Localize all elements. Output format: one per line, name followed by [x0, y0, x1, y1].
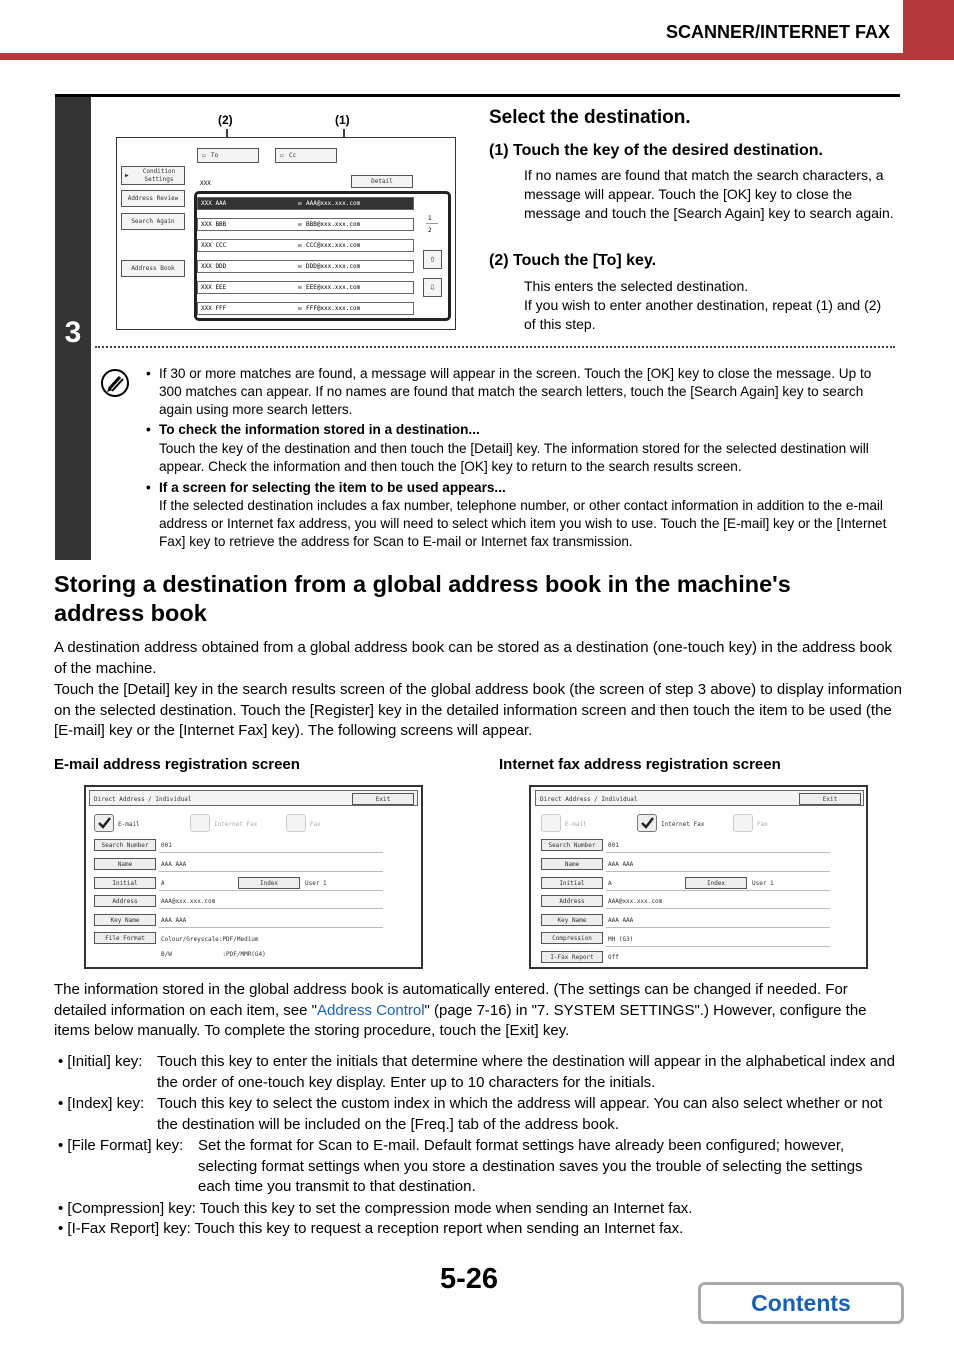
- note-2-text: Touch the key of the destination and then touch the [Detail] key. The information stored for the selected destination will appear. Check the information and then touch the [OK] key to return to the search results screen.: [159, 441, 869, 474]
- step-title: Select the destination.: [489, 107, 691, 128]
- page-current: 1: [428, 215, 432, 222]
- email-address-key[interactable]: Address: [94, 895, 156, 907]
- field-rule: [606, 890, 830, 891]
- ifax-name-value: AAA AAA: [608, 861, 634, 868]
- email-address-value: AAA@xxx.xxx.com: [161, 898, 216, 905]
- ifax-tab-checkbox[interactable]: [190, 814, 210, 832]
- email-name-key[interactable]: Name: [94, 858, 156, 870]
- email-index-key[interactable]: Index: [238, 877, 300, 889]
- field-rule: [159, 852, 383, 853]
- field-rule: [606, 946, 830, 947]
- ifax-email-tab-checkbox[interactable]: [541, 814, 561, 832]
- cc-key[interactable]: ▭ Cc: [275, 148, 337, 163]
- search-query: XXX: [200, 180, 211, 187]
- ifax-address-value: AAA@xxx.xxx.com: [608, 898, 663, 905]
- ifax-address-key[interactable]: Address: [541, 895, 603, 907]
- email-search-number-key[interactable]: Search Number: [94, 839, 156, 851]
- ifax-index-key[interactable]: Index: [685, 877, 747, 889]
- field-rule: [606, 871, 830, 872]
- result-name: XXX EEE: [201, 284, 227, 291]
- ifax-exit-button[interactable]: Exit: [799, 793, 861, 805]
- contents-button[interactable]: Contents: [698, 1282, 904, 1324]
- field-rule: [159, 908, 383, 909]
- email-file-format-value-2: B/W :PDF/MMR(G4): [161, 951, 266, 958]
- callout-1: (1): [335, 113, 350, 127]
- mail-icon: ✉: [298, 200, 302, 207]
- field-rule: [159, 927, 383, 928]
- pencil-note-icon: [100, 368, 130, 398]
- email-screen-title: Direct Address / Individual: [94, 796, 192, 803]
- address-control-link[interactable]: Address Control: [316, 1001, 425, 1019]
- substep-2-text-b: If you wish to enter another destination, repeat (1) and (2) of this step.: [524, 297, 882, 332]
- bullet-file-format-text: Set the format for Scan to E-mail. Default format settings have already been configured; however, selecting format settings when you store a destination saves you the trouble of selecting the settings each time you transmit to that destination.: [198, 1137, 863, 1195]
- section-header: SCANNER/INTERNET FAX: [665, 22, 890, 42]
- detail-key[interactable]: Detail: [351, 175, 413, 188]
- email-index-value: User 1: [305, 880, 327, 887]
- email-name-value: AAA AAA: [161, 861, 187, 868]
- ifax-ifax-tab-label: Internet Fax: [661, 821, 705, 828]
- ifax-tab-label: Internet Fax: [214, 821, 258, 828]
- mail-icon: ✉: [298, 242, 302, 249]
- result-name: XXX CCC: [201, 242, 227, 249]
- after-text-a: The information stored in the global address book is automatically entered. (The settings can be changed if needed. For detailed information on each item, see ": [54, 981, 848, 1019]
- section-title-line1: Storing a destination from a global address book in the machine's: [54, 571, 791, 597]
- page-total: 2: [428, 227, 432, 234]
- bullet-compression: • [Compression] key: Touch this key to set the compression mode when sending an Internet fax.: [58, 1200, 693, 1217]
- ifax-initial-key[interactable]: Initial: [541, 877, 603, 889]
- ifax-report-key[interactable]: I-Fax Report: [541, 951, 603, 963]
- field-rule: [159, 871, 383, 872]
- result-row[interactable]: [197, 260, 414, 273]
- email-key-name-value: AAA AAA: [161, 917, 187, 924]
- result-name: XXX AAA: [201, 200, 227, 207]
- section-para-2: Touch the [Detail] key in the search results screen of the global address book (the screen of step 3 above) to display information on the selected destination. Touch the [Register] key in the detailed information screen and then touch the item to be used (the [E-mail] key or the [Internet Fax] key). The following screens will appear.: [54, 681, 902, 739]
- result-name: XXX DDD: [201, 263, 227, 270]
- result-email: AAA@xxx.xxx.com: [306, 200, 361, 207]
- ifax-search-number-value: 001: [608, 842, 619, 849]
- address-book-key[interactable]: Address Book: [121, 260, 185, 277]
- ifax-index-value: User 1: [752, 880, 774, 887]
- page-divider: [426, 223, 438, 224]
- substep-1-text: If no names are found that match the search characters, a message will appear. Touch the [OK] key to close the message and touch the [Search Again] key to search again.: [524, 167, 894, 221]
- page-number: 5-26: [440, 1263, 499, 1295]
- ifax-caption: Internet fax address registration screen: [499, 756, 781, 773]
- ifax-initial-value: A: [608, 880, 612, 887]
- result-row[interactable]: [197, 239, 414, 252]
- scroll-down-icon[interactable]: ⇩: [423, 278, 442, 297]
- section-para-1: A destination address obtained from a global address book can be stored as a destination (one-touch key) in the address book of the machine.: [54, 639, 893, 677]
- email-initial-value: A: [161, 880, 165, 887]
- search-again-key[interactable]: Search Again: [121, 213, 185, 230]
- fax-tab-checkbox[interactable]: [286, 814, 306, 832]
- address-review-key[interactable]: Address Review: [121, 190, 185, 207]
- result-row[interactable]: [197, 218, 414, 231]
- ifax-screen-title: Direct Address / Individual: [540, 796, 638, 803]
- email-exit-button[interactable]: Exit: [352, 793, 414, 805]
- field-rule: [606, 852, 830, 853]
- result-email: BBB@xxx.xxx.com: [306, 221, 361, 228]
- bullet-index-key: • [Index] key:: [58, 1095, 145, 1112]
- field-rule: [606, 908, 830, 909]
- bullet-index-text: Touch this key to select the custom index in which the address will appear. You can also select whether or not the destination will be included on the [Freq.] tab of the address book.: [157, 1095, 883, 1133]
- substep-2-text-a: This enters the selected destination.: [524, 278, 749, 294]
- ifax-search-number-key[interactable]: Search Number: [541, 839, 603, 851]
- bullet-ifax-report: • [I-Fax Report] key: Touch this key to request a reception report when sending an Internet fax.: [58, 1220, 684, 1237]
- substep-1-title: (1) Touch the key of the desired destination.: [489, 142, 823, 159]
- ifax-email-tab-label: E-mail: [565, 821, 587, 828]
- ifax-key-name-key[interactable]: Key Name: [541, 914, 603, 926]
- to-key[interactable]: ▭ To: [197, 148, 259, 163]
- note-1: If 30 or more matches are found, a message will appear in the screen. Touch the [OK] key to close the message. Up to 300 matches can appear. If no names are found that match the search letters, touch the [Search Again] key to search again using more search letters.: [159, 366, 872, 417]
- bullet-initial-text: Touch this key to enter the initials that determine where the destination will appear in the alphabetical index and the order of one-touch key display. Enter up to 10 characters for the initials.: [157, 1053, 895, 1091]
- step-number: 3: [64, 316, 82, 349]
- email-search-number-value: 001: [161, 842, 172, 849]
- mail-icon: ✉: [298, 305, 302, 312]
- ifax-compression-key[interactable]: Compression: [541, 932, 603, 944]
- ifax-report-value: Off: [608, 954, 619, 961]
- email-initial-key[interactable]: Initial: [94, 877, 156, 889]
- result-name: XXX FFF: [201, 305, 227, 312]
- result-name: XXX BBB: [201, 221, 227, 228]
- fax-tab-label: Fax: [310, 821, 321, 828]
- after-paragraph: [54, 980, 904, 1042]
- bullet-initial-key: • [Initial] key:: [58, 1053, 143, 1070]
- result-email: EEE@xxx.xxx.com: [306, 284, 361, 291]
- field-rule: [606, 927, 830, 928]
- email-tab-label: E-mail: [118, 821, 140, 828]
- result-row[interactable]: [197, 281, 414, 294]
- email-file-format-value-1: Colour/Greyscale:PDF/Medium: [161, 936, 259, 943]
- email-key-name-key[interactable]: Key Name: [94, 914, 156, 926]
- ifax-compression-value: MH (G3): [608, 936, 634, 943]
- note-2-title: To check the information stored in a destination...: [159, 422, 480, 437]
- mail-icon: ✉: [298, 263, 302, 270]
- result-row[interactable]: [197, 302, 414, 315]
- email-tab-checkbox[interactable]: [94, 814, 114, 832]
- ifax-fax-tab-checkbox[interactable]: [733, 814, 753, 832]
- bullet-file-format-key: • [File Format] key:: [58, 1137, 184, 1154]
- note-3-title: If a screen for selecting the item to be used appears...: [159, 480, 506, 495]
- email-file-format-key[interactable]: File Format: [94, 932, 156, 944]
- ifax-ifax-tab-checkbox[interactable]: [637, 814, 657, 832]
- result-email: DDD@xxx.xxx.com: [306, 263, 361, 270]
- condition-settings-key[interactable]: ▶ Condition Settings: [121, 166, 185, 185]
- after-text-b: " (page 7-16) in "7. SYSTEM SETTINGS".) However, configure the items below manually. To complete the storing procedure, touch the [Exit] key.: [54, 1001, 867, 1039]
- result-email: CCC@xxx.xxx.com: [306, 242, 361, 249]
- field-rule: [159, 890, 383, 891]
- note-3-text: If the selected destination includes a fax number, telephone number, or other contact information in addition to the e-mail address or Internet fax address, you will need to select which item you wish to use. Touch the [E-mail] key or the [Internet Fax] key to retrieve the address for Scan to E-mail or Internet fax transmission.: [159, 498, 887, 549]
- dotted-divider: [95, 346, 895, 348]
- ifax-fax-tab-label: Fax: [757, 821, 768, 828]
- section-title-line2: address book: [54, 600, 207, 626]
- mail-icon: ✉: [298, 221, 302, 228]
- email-caption: E-mail address registration screen: [54, 756, 300, 773]
- substep-2-title: (2) Touch the [To] key.: [489, 252, 657, 269]
- scroll-up-icon[interactable]: ⇧: [423, 250, 442, 269]
- ifax-name-key[interactable]: Name: [541, 858, 603, 870]
- callout-2: (2): [218, 113, 233, 127]
- result-email: FFF@xxx.xxx.com: [306, 305, 361, 312]
- result-row[interactable]: [197, 197, 414, 210]
- mail-icon: ✉: [298, 284, 302, 291]
- ifax-key-name-value: AAA AAA: [608, 917, 634, 924]
